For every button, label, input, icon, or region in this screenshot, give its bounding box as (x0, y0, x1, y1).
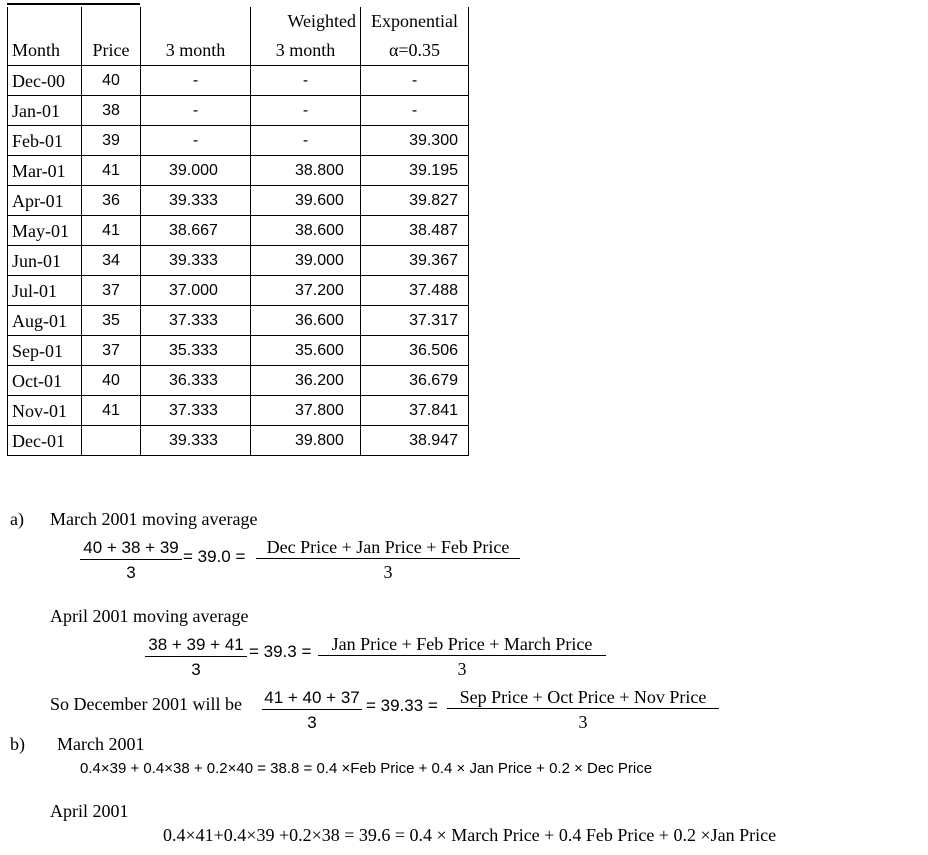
cell-price: 37 (82, 276, 141, 306)
cell-three-month: 35.333 (141, 336, 251, 366)
cell-month: Dec-01 (8, 426, 82, 456)
moving-average-table (7, 7, 469, 456)
table-row (8, 426, 469, 456)
table-row (8, 216, 469, 246)
march-fraction (80, 538, 182, 583)
cell-three-month: 39.333 (141, 426, 251, 456)
cell-weighted: - (251, 96, 361, 126)
cell-month: Jun-01 (8, 246, 82, 276)
cell-three-month: 39.333 (141, 246, 251, 276)
cell-price (82, 426, 141, 456)
header-weighted: 3 month (251, 35, 361, 66)
april-formula-denominator: 3 (457, 659, 467, 679)
december-fraction (262, 688, 362, 733)
table-row (8, 396, 469, 426)
cell-price: 38 (82, 96, 141, 126)
cell-exponential: 36.506 (361, 336, 469, 366)
table-row (8, 306, 469, 336)
table-row (8, 66, 469, 96)
april-equals: = 39.3 = (249, 642, 312, 661)
cell-three-month: - (141, 126, 251, 156)
cell-three-month: 37.333 (141, 306, 251, 336)
cell-price: 41 (82, 216, 141, 246)
march-formula-denominator: 3 (383, 562, 393, 582)
cell-price: 41 (82, 156, 141, 186)
cell-month: Mar-01 (8, 156, 82, 186)
top-rule (7, 0, 140, 5)
cell-price: 36 (82, 186, 141, 216)
part-b-march-heading: March 2001 (57, 734, 145, 754)
december-denominator: 3 (307, 713, 317, 732)
part-b-march-line: 0.4×39 + 0.4×38 + 0.2×40 = 38.8 = 0.4 ×Feb Price + 0.4 × Jan Price + 0.2 × Dec Price (80, 760, 653, 777)
cell-exponential: - (361, 66, 469, 96)
part-a-marker: a) (10, 509, 24, 529)
cell-month: Sep-01 (8, 336, 82, 366)
cell-exponential: 39.827 (361, 186, 469, 216)
cell-exponential: 39.300 (361, 126, 469, 156)
december-formula-numerator: Sep Price + Oct Price + Nov Price (447, 687, 719, 709)
cell-month: Apr-01 (8, 186, 82, 216)
cell-month: Nov-01 (8, 396, 82, 426)
april-numerator: 38 + 39 + 41 (145, 635, 247, 657)
table-header-bottom (8, 35, 469, 66)
table-row (8, 156, 469, 186)
march-equals: = 39.0 = (183, 547, 246, 566)
cell-month: Aug-01 (8, 306, 82, 336)
cell-three-month: 38.667 (141, 216, 251, 246)
part-b-april-heading: April 2001 (50, 801, 129, 821)
cell-three-month: 37.000 (141, 276, 251, 306)
cell-price: 37 (82, 336, 141, 366)
part-a-march-heading: March 2001 moving average (50, 509, 258, 529)
cell-three-month: 39.333 (141, 186, 251, 216)
cell-exponential: 38.947 (361, 426, 469, 456)
cell-month: Dec-00 (8, 66, 82, 96)
table-row (8, 276, 469, 306)
cell-weighted: 38.800 (251, 156, 361, 186)
cell-weighted: - (251, 66, 361, 96)
table-row (8, 96, 469, 126)
cell-exponential: 37.488 (361, 276, 469, 306)
cell-weighted: 35.600 (251, 336, 361, 366)
table-row (8, 246, 469, 276)
march-numerator: 40 + 38 + 39 (80, 538, 182, 560)
cell-weighted: 36.600 (251, 306, 361, 336)
cell-price: 39 (82, 126, 141, 156)
cell-three-month: 36.333 (141, 366, 251, 396)
cell-price: 41 (82, 396, 141, 426)
cell-three-month: - (141, 66, 251, 96)
april-fraction (145, 635, 247, 680)
cell-weighted: 37.200 (251, 276, 361, 306)
cell-three-month: - (141, 96, 251, 126)
header-top-three-month (141, 7, 251, 35)
header-top-exponential: Exponential (361, 7, 469, 35)
cell-three-month: 39.000 (141, 156, 251, 186)
cell-month: Jul-01 (8, 276, 82, 306)
cell-weighted: 37.800 (251, 396, 361, 426)
march-formula-numerator: Dec Price + Jan Price + Feb Price (256, 537, 520, 559)
cell-price: 34 (82, 246, 141, 276)
header-top-weighted: Weighted (251, 7, 361, 35)
header-month: Month (8, 35, 82, 66)
march-formula (256, 537, 520, 582)
table-header-top (8, 7, 469, 35)
cell-month: Feb-01 (8, 126, 82, 156)
cell-exponential: 36.679 (361, 366, 469, 396)
cell-exponential: 38.487 (361, 216, 469, 246)
cell-month: May-01 (8, 216, 82, 246)
table-row (8, 126, 469, 156)
part-b-marker: b) (10, 734, 25, 754)
december-lead-text: So December 2001 will be (50, 694, 242, 714)
december-numerator: 41 + 40 + 37 (262, 688, 362, 710)
december-formula (447, 687, 719, 732)
part-a-april-heading: April 2001 moving average (50, 606, 249, 626)
cell-three-month: 37.333 (141, 396, 251, 426)
cell-price: 35 (82, 306, 141, 336)
cell-weighted: 38.600 (251, 216, 361, 246)
cell-exponential: 37.317 (361, 306, 469, 336)
april-formula-numerator: Jan Price + Feb Price + March Price (318, 634, 606, 656)
cell-month: Jan-01 (8, 96, 82, 126)
cell-price: 40 (82, 66, 141, 96)
table-row (8, 186, 469, 216)
december-equals: = 39.33 = (366, 696, 438, 715)
cell-weighted: 39.600 (251, 186, 361, 216)
part-b-april-line: 0.4×41+0.4×39 +0.2×38 = 39.6 = 0.4 × March Price + 0.4 Feb Price + 0.2 ×Jan Price (163, 825, 777, 845)
header-three-month: 3 month (141, 35, 251, 66)
table-row (8, 336, 469, 366)
header-exponential: α=0.35 (361, 35, 469, 66)
cell-month: Oct-01 (8, 366, 82, 396)
december-formula-denominator: 3 (578, 712, 588, 732)
cell-exponential: 39.195 (361, 156, 469, 186)
march-denominator: 3 (126, 563, 136, 582)
header-top-month (8, 7, 82, 35)
table-row (8, 366, 469, 396)
april-denominator: 3 (191, 660, 201, 679)
cell-weighted: - (251, 126, 361, 156)
cell-weighted: 36.200 (251, 366, 361, 396)
cell-exponential: 39.367 (361, 246, 469, 276)
cell-weighted: 39.000 (251, 246, 361, 276)
header-price: Price (82, 35, 141, 66)
cell-weighted: 39.800 (251, 426, 361, 456)
header-top-price (82, 7, 141, 35)
april-formula (318, 634, 606, 679)
cell-exponential: - (361, 96, 469, 126)
cell-exponential: 37.841 (361, 396, 469, 426)
cell-price: 40 (82, 366, 141, 396)
